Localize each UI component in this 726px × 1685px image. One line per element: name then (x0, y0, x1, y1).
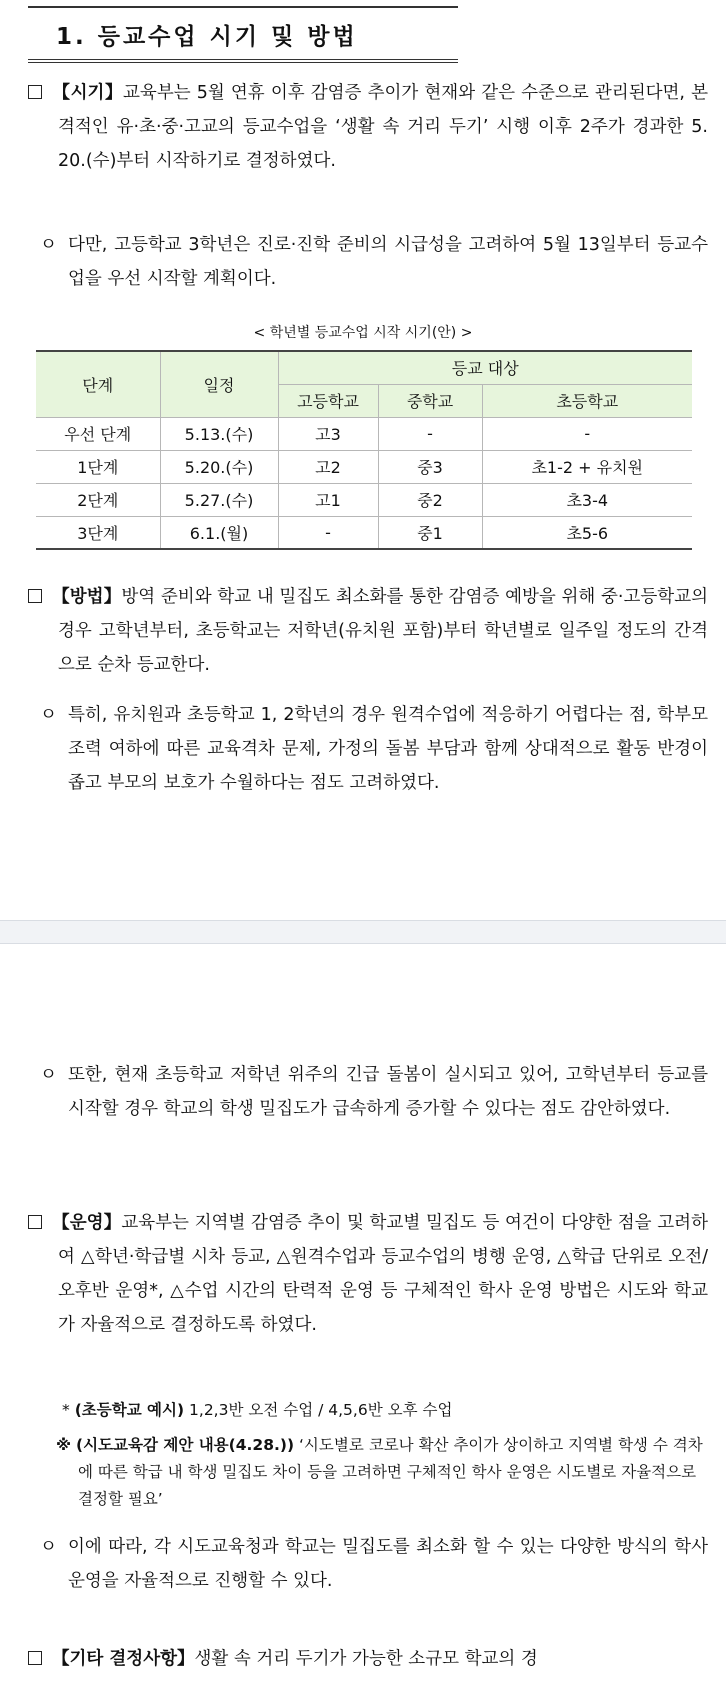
table-cell: 초1-2 + 유치원 (482, 450, 692, 483)
footnote-label: (초등학교 예시) (74, 1401, 185, 1419)
timing-text: 교육부는 5월 연휴 이후 감염증 추이가 현재와 같은 수준으로 관리된다면, 본격적인 유·초·중·고교의 등교수업을 ‘생활 속 거리 두기’ 시행 이후 2주가 경과한 5. 20.(수)부터 시작하기로 결정하였다. (58, 83, 708, 171)
timing-sub-text: 다만, 고등학교 3학년은 진로·진학 준비의 시급성을 고려하여 5월 13일부터 등교수업을 우선 시작할 계획이다. (68, 235, 708, 289)
footnote-text: 1,2,3반 오전 수업 / 4,5,6반 오후 수업 (189, 1401, 453, 1419)
reference-label: (시도교육감 제안 내용(4.28.)) (76, 1436, 295, 1454)
table-cell: 5.27.(수) (160, 483, 278, 516)
method-sub-text-1: 특히, 유치원과 초등학교 1, 2학년의 경우 원격수업에 적응하기 어렵다는 점, 학부모 조력 여하에 따른 교육격차 문제, 가정의 돌봄 부담과 함께 상대적으로 활동 반경이 좁고 부모의 보호가 수월하다는 점도 고려하였다. (68, 705, 708, 793)
table-cell: - (482, 417, 692, 450)
checkbox-square-icon (28, 589, 42, 603)
checkbox-square-icon (28, 1651, 42, 1665)
section-title: 1. 등교수업 시기 및 방법 (56, 24, 358, 50)
operation-reference-note (56, 1432, 708, 1513)
checkbox-square-icon (28, 85, 42, 99)
table-cell: 고1 (278, 483, 378, 516)
other-heading: 【기타 결정사항】 (52, 1649, 195, 1669)
checkbox-square-icon (28, 1215, 42, 1229)
schedule-table (36, 350, 692, 550)
bullet-circle: ㅇ (40, 1537, 57, 1557)
operation-paragraph (28, 1206, 708, 1342)
table-cell: 중1 (378, 516, 482, 549)
table-cell: 초5-6 (482, 516, 692, 549)
table-cell: 고3 (278, 417, 378, 450)
table-cell: 중2 (378, 483, 482, 516)
operation-sub-text: 이에 따라, 각 시도교육청과 학교는 밀집도를 최소화 할 수 있는 다양한 방식의 학사 운영을 자율적으로 진행할 수 있다. (68, 1537, 708, 1591)
header-stage: 단계 (36, 351, 160, 417)
page-separator (0, 920, 726, 944)
timing-heading: 【시기】 (52, 83, 124, 103)
method-sub-item-2 (40, 1058, 708, 1126)
table-row (36, 516, 692, 549)
table-cell: 중3 (378, 450, 482, 483)
bullet-circle: ㅇ (40, 235, 57, 255)
table-cell: 1단계 (36, 450, 160, 483)
bullet-circle: ㅇ (40, 1065, 57, 1085)
section-title-bar (28, 6, 458, 64)
header-elementary-school: 초등학교 (482, 384, 692, 417)
header-target: 등교 대상 (278, 351, 692, 384)
reference-mark: ※ (56, 1436, 72, 1454)
reference-text: ‘시도별로 코로나 확산 추이가 상이하고 지역별 학생 수 격차에 따른 학급 내 학생 밀집도 차이 등을 고려하면 구체적인 학사 운영은 시도별로 자율적으로 결정할 필요’ (78, 1436, 703, 1508)
method-sub-text-2: 또한, 현재 초등학교 저학년 위주의 긴급 돌봄이 실시되고 있어, 고학년부터 등교를 시작할 경우 학교의 학생 밀집도가 급속하게 증가할 수 있다는 점도 감안하였다. (68, 1065, 708, 1119)
timing-sub-item (40, 228, 708, 296)
table-cell: 고2 (278, 450, 378, 483)
method-text: 방역 준비와 학교 내 밀집도 최소화를 통한 감염증 예방을 위해 중·고등학교의 경우 고학년부터, 초등학교는 저학년(유치원 포함)부터 학년별로 일주일 정도의 간격으로 순차 등교한다. (58, 587, 709, 675)
table-row (36, 417, 692, 450)
table-cell: 5.20.(수) (160, 450, 278, 483)
operation-sub-item (40, 1530, 708, 1598)
header-high-school: 고등학교 (278, 384, 378, 417)
table-cell: 5.13.(수) (160, 417, 278, 450)
method-sub-item-1 (40, 698, 708, 800)
table-caption: < 학년별 등교수업 시작 시기(안) > (253, 325, 473, 341)
bullet-circle: ㅇ (40, 705, 57, 725)
document-page-2 (0, 944, 726, 1685)
operation-heading: 【운영】 (52, 1213, 122, 1233)
header-middle-school: 중학교 (378, 384, 482, 417)
operation-text: 교육부는 지역별 감염증 추이 및 학교별 밀집도 등 여건이 다양한 점을 고려하여 △학년·학급별 시차 등교, △원격수업과 등교수업의 병행 운영, △학급 단위로 오전/오후반 운영*, △수업 시간의 탄력적 운영 등 구체적인 학사 운영 방법은 시도와 학교가 자율적으로 결정하도록 하였다. (58, 1213, 708, 1335)
title-rule-bottom (28, 59, 458, 63)
table-cell: 3단계 (36, 516, 160, 549)
other-text: 생활 속 거리 두기가 가능한 소규모 학교의 경 (194, 1649, 538, 1669)
other-paragraph (28, 1642, 708, 1676)
table-row (36, 483, 692, 516)
timing-paragraph (28, 76, 708, 178)
method-paragraph (28, 580, 708, 682)
table-cell: 2단계 (36, 483, 160, 516)
title-rule-top (28, 6, 458, 8)
operation-footnote (62, 1396, 708, 1424)
footnote-mark: * (62, 1401, 70, 1419)
table-row (36, 450, 692, 483)
method-heading: 【방법】 (52, 587, 122, 607)
table-cell: 초3-4 (482, 483, 692, 516)
table-cell: 6.1.(월) (160, 516, 278, 549)
header-date: 일정 (160, 351, 278, 417)
table-cell: - (378, 417, 482, 450)
table-cell: - (278, 516, 378, 549)
table-cell: 우선 단계 (36, 417, 160, 450)
